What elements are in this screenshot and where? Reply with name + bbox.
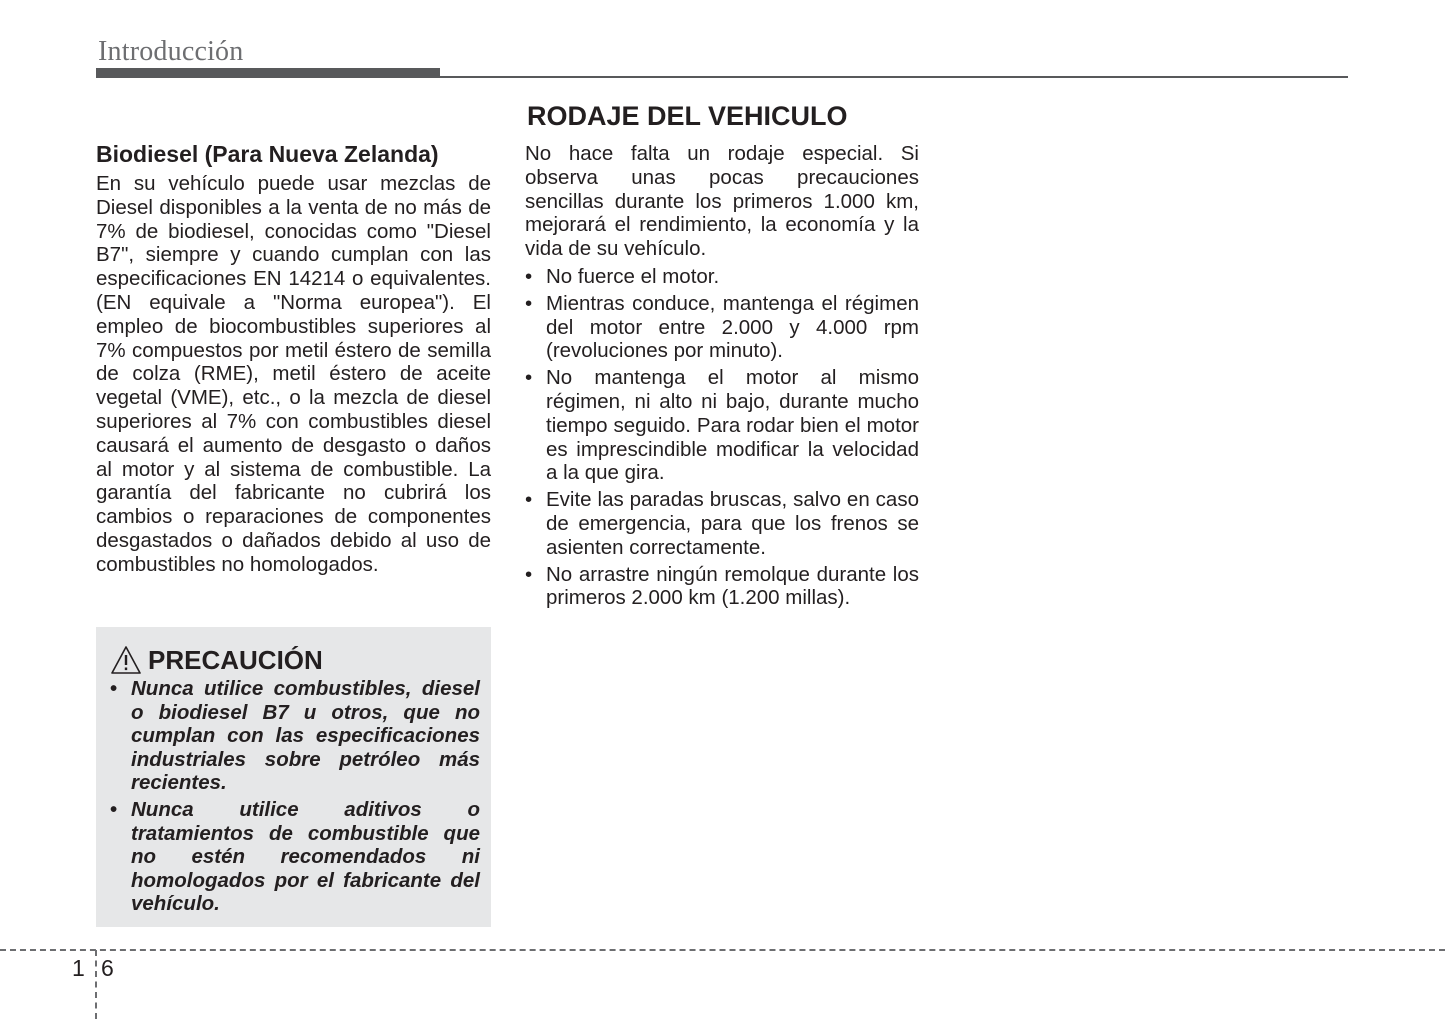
break-in-list bbox=[525, 265, 919, 610]
caution-header bbox=[110, 641, 480, 675]
chapter-number: 1 bbox=[72, 955, 85, 981]
list-item: • Evite las paradas bruscas, salvo en caso de emergencia, para que los frenos se asienten correctamente. bbox=[525, 488, 919, 559]
header-rule-thin bbox=[440, 76, 1348, 78]
list-item: • No arrastre ningún remolque durante los primeros 2.000 km (1.200 millas). bbox=[525, 563, 919, 611]
break-in-heading: RODAJE DEL VEHICULO bbox=[527, 101, 848, 131]
list-item: • Mientras conduce, mantenga el régimen del motor entre 2.000 y 4.000 rpm (revoluciones por minuto). bbox=[525, 292, 919, 363]
caution-box bbox=[96, 627, 491, 927]
biodiesel-paragraph: En su vehículo puede usar mezclas de Diesel disponibles a la venta de no más de 7% de biodiesel, conocidas como "Diesel B7", siempre y cuando cumplan con las especificaciones EN 14214 o equivalentes. (EN equivale a "Norma europea"). El empleo de biocombustibles superiores al 7% compuestos por metil éstero de semilla de colza (RME), metil éstero de aceite vegetal (VME), etc., o la mezcla de diesel superiores al 7% con combustibles diesel causará el aumento de desgasto o daños al motor y al sistema de combustible. La garantía del fabricante no cubrirá los cambios o reparaciones de componentes desgastados o dañados debido al uso de combustibles no homologados. bbox=[96, 172, 491, 576]
break-in-section bbox=[525, 100, 919, 613]
footer-page-divider bbox=[95, 950, 97, 1019]
list-item: • No mantenga el motor al mismo régimen, ni alto ni bajo, durante mucho tiempo seguido. Para rodar bien el motor es imprescindible modificar la velocidad a la que gira. bbox=[525, 366, 919, 485]
header-rule-thick bbox=[96, 68, 440, 78]
caution-item: • Nunca utilice combustibles, diesel o biodiesel B7 u otros, que no cumplan con las especificaciones industriales sobre petróleo más recientes. bbox=[110, 677, 480, 795]
break-in-intro: No hace falta un rodaje especial. Si observa unas pocas precauciones sencillas durante los primeros 1.000 km, mejorará el rendimiento, la economía y la vida de su vehículo. bbox=[525, 142, 919, 261]
biodiesel-subheading: Biodiesel (Para Nueva Zelanda) bbox=[96, 141, 439, 167]
page-number: 6 bbox=[101, 955, 114, 981]
caution-title: PRECAUCIÓN bbox=[148, 645, 323, 675]
caution-item: • Nunca utilice aditivos o tratamientos de combustible que no estén recomendados ni homologados por el fabricante del vehículo. bbox=[110, 798, 480, 916]
page-header-title: Introducción bbox=[98, 36, 244, 67]
footer-divider bbox=[0, 949, 1445, 951]
warning-triangle-icon bbox=[110, 645, 142, 675]
caution-list bbox=[110, 677, 480, 916]
biodiesel-section bbox=[96, 140, 491, 577]
list-item: • No fuerce el motor. bbox=[525, 265, 919, 289]
